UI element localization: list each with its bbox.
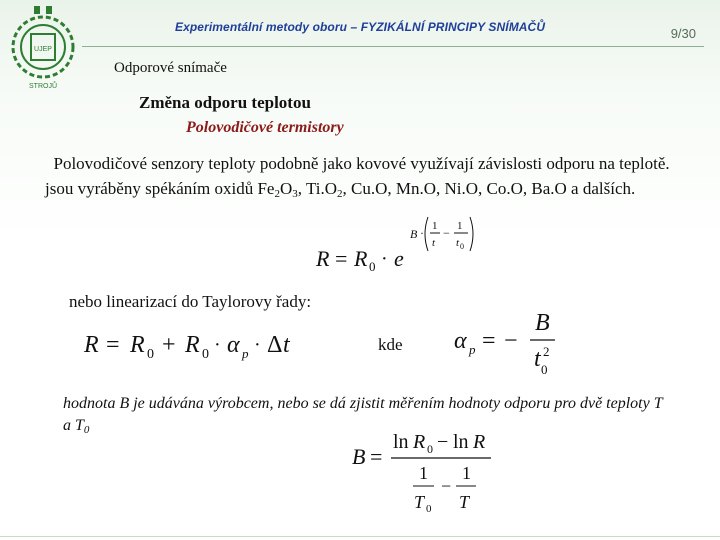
svg-text:ln: ln <box>453 431 469 453</box>
svg-text:α: α <box>227 332 240 358</box>
svg-text:ln: ln <box>393 431 409 453</box>
svg-text:R: R <box>354 246 368 271</box>
page-number: 9/30 <box>670 26 696 41</box>
kde-label: kde <box>378 335 403 354</box>
svg-text:0: 0 <box>202 347 209 362</box>
note-paragraph: hodnota B je udávána výrobcem, nebo se dá zjistit měřením hodnoty odporu pro dvě teploty T a $T_0$ <box>63 395 663 436</box>
svg-text:t: t <box>456 237 460 249</box>
footer-divider <box>0 536 720 537</box>
svg-text:B: B <box>535 310 550 336</box>
paragraph-text: Polovodičové senzory teploty podobně jako kovové využívají závislosti odporu na teplotě. jsou vyráběny spékáním oxidů Fe <box>45 154 670 198</box>
svg-text:1: 1 <box>419 463 428 483</box>
svg-text:R: R <box>185 332 200 358</box>
svg-text:t: t <box>432 237 436 249</box>
svg-text:+: + <box>162 332 176 358</box>
svg-text:t: t <box>534 346 541 372</box>
svg-text:e: e <box>394 246 404 271</box>
svg-text:p: p <box>469 342 476 357</box>
svg-text:B: B <box>352 444 366 469</box>
logo-bottom-text: STROJŮ <box>29 83 57 90</box>
intro-paragraph: Polovodičové senzory teploty podobně jako kovové využívají závislosti odporu na teplotě. jsou vyráběny spékáním oxidů $Fe_2O_3$, $Ti.O_2$, Cu.O, Mn.O, Ni.O, Co.O, Ba.O a dalších. <box>45 154 670 200</box>
svg-text:0: 0 <box>427 442 433 456</box>
paragraph-tail: Ni.O, Co.O, Ba.O a dalších. <box>444 179 636 198</box>
formula-b <box>350 424 510 524</box>
svg-text:−: − <box>437 431 449 453</box>
svg-text:=: = <box>106 332 120 358</box>
svg-text:1: 1 <box>457 220 463 232</box>
svg-text:·: · <box>381 248 388 270</box>
svg-text:R: R <box>130 332 145 358</box>
linearization-text: nebo linearizací do Taylorovy řady: <box>69 292 312 311</box>
svg-text:0: 0 <box>460 242 464 251</box>
header-title: Experimentální metody oboru – FYZIKÁLNÍ PRINCIPY SNÍMAČŮ <box>175 20 546 34</box>
svg-text:−: − <box>443 226 450 240</box>
slide-subheading: Polovodičové termistory <box>186 119 344 136</box>
logo-center-text: UJEP <box>34 46 52 53</box>
formula-alpha <box>452 308 562 380</box>
svg-text:−: − <box>441 476 452 496</box>
svg-text:1: 1 <box>432 220 438 232</box>
svg-text:0: 0 <box>426 503 432 515</box>
svg-text:0: 0 <box>369 259 376 274</box>
formula-taylor <box>82 322 342 366</box>
svg-text:R: R <box>413 431 426 453</box>
slide-subtitle: Odporové snímače <box>114 60 227 76</box>
note-text: hodnota B je udávána výrobcem, nebo se dá zjistit měřením hodnoty odporu pro dvě teploty T a T <box>63 395 663 434</box>
formula-exponential <box>314 208 484 278</box>
svg-text:T: T <box>414 492 425 512</box>
svg-text:R: R <box>84 332 99 358</box>
svg-text:·: · <box>420 226 424 240</box>
svg-text:=: = <box>335 246 348 271</box>
svg-text:0: 0 <box>147 347 154 362</box>
header-divider <box>82 46 704 47</box>
svg-text:·: · <box>214 334 221 356</box>
svg-text:T: T <box>459 492 470 512</box>
svg-text:α: α <box>454 328 467 354</box>
svg-text:·: · <box>254 334 261 356</box>
svg-text:2: 2 <box>543 344 550 359</box>
svg-text:1: 1 <box>462 463 471 483</box>
svg-text:0: 0 <box>541 362 548 377</box>
svg-text:B: B <box>410 227 418 241</box>
svg-text:=: = <box>482 328 496 354</box>
svg-text:p: p <box>242 346 249 361</box>
svg-text:t: t <box>283 332 290 358</box>
slide-heading: Změna odporu teplotou <box>139 93 311 112</box>
university-logo <box>2 2 84 94</box>
svg-text:R: R <box>316 246 330 271</box>
svg-text:R: R <box>473 431 486 453</box>
svg-text:−: − <box>504 328 518 354</box>
svg-text:=: = <box>370 444 383 469</box>
svg-text:Δ: Δ <box>267 332 283 358</box>
